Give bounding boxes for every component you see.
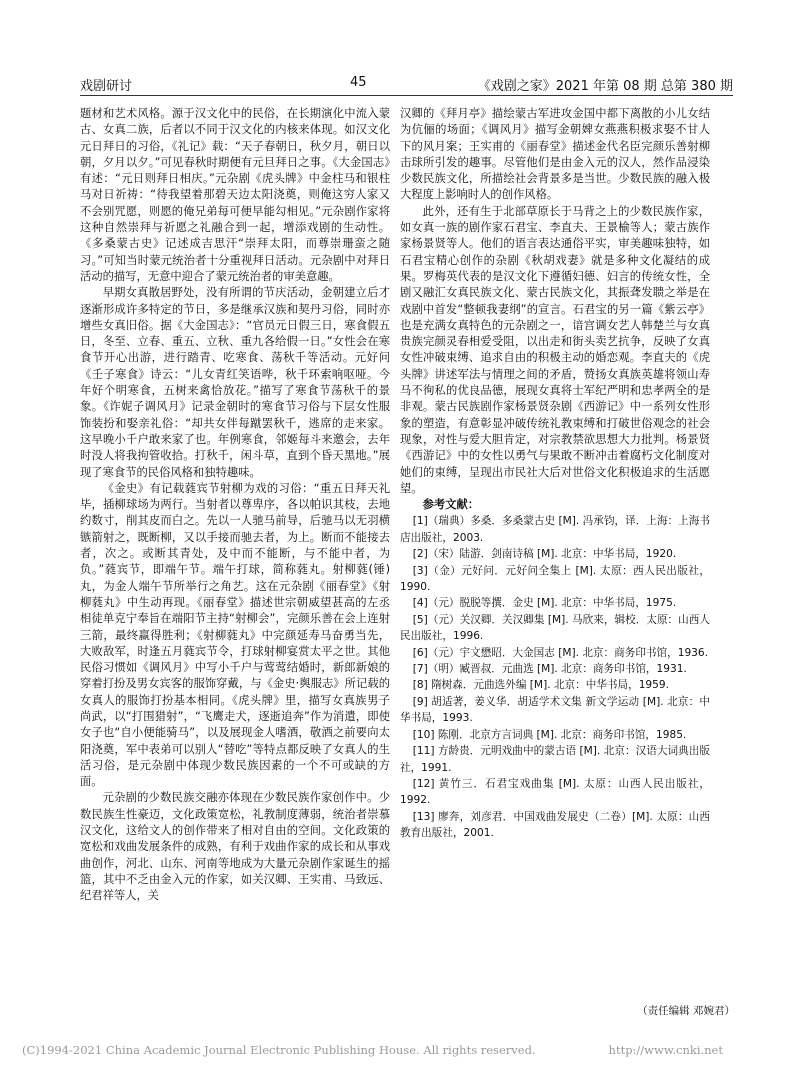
reference-item: [8] 隋树森．元曲选外编 [M]. 北京：中华书局，1959. <box>412 679 670 692</box>
reference-item: [6]（元）宇文懋昭．大金国志 [M]. 北京：商务印书馆，1936. <box>412 646 709 659</box>
reference-item: [5]（元）关汉卿．关汉卿集 [M]. 马欣来，辑校．太原：山西人民出版社，1996. <box>400 613 710 643</box>
responsible-editor: （责任编辑 邓婉君） <box>637 1005 735 1017</box>
header-rule <box>80 95 733 96</box>
reference-item: [9] 胡适著，姜义华．胡适学术文集 新文学运动 [M]. 北京：中华书局，1993. <box>400 695 710 725</box>
reference-item: [1]（瑞典）多桑．多桑蒙古史 [M]. 冯承钧，译．上海：上海书店出版社，2003. <box>400 515 710 544</box>
reference-item: [11] 方龄贵．元明戏曲中的蒙古语 [M]. 北京：汉语大词典出版社，1991. <box>400 745 710 774</box>
reference-item: [12] 黄竹三．石君宝戏曲集 [M]. 太原：山西人民出版社，1992. <box>400 777 710 807</box>
reference-item: [10] 陈刚．北京方言词典 [M]. 北京：商务印书馆，1985. <box>412 728 687 741</box>
page-footer <box>0 1043 793 1059</box>
reference-item: [7]（明）臧晋叔．元曲选 [M]. 北京：商务印书馆，1931. <box>412 663 687 676</box>
section-title: 戏剧研讨 <box>80 79 133 94</box>
page-number: 45 <box>350 75 367 90</box>
paragraph: 元杂剧的少数民族交融亦体现在少数民族作家创作中。少数民族生性豪迈，文化政策宽松，礼教制度薄弱，统治者崇慕汉文化，这给文人的创作带来了相对自由的空间。文化政策的宽松和戏曲发展条件的成熟，有利于戏曲作家的成长和从事戏曲创作，河北、山东、河南等地成为大量元杂剧作家诞生的摇篮，其中不乏由金入元的作家，如关汉卿、王实甫、马致远、纪君祥等人，关 <box>80 791 390 903</box>
right-column <box>400 106 710 986</box>
reference-item: [4]（元）脱脱等撰．金史 [M]. 北京：中华书局，1975. <box>412 597 677 610</box>
journal-info: 《戏剧之家》2021 年第 08 期 总第 380 期 <box>477 79 733 94</box>
paragraph: 此外，还有生于北部草原长于马背之上的少数民族作家，如女真一族的剧作家石君宝、李直夫、王景榆等人；蒙古族作家杨景贤等人。他们的语言表达通俗平实，审美趣味独特，如石君宝精心创作的杂剧《秋胡戏妻》就是多种文化凝结的成果。罗梅英代表的是汉文化下遵循妇德、妇言的传统女性，全剧又融汇女真民族文化、蒙古民族文化，其振聋发聩之举是在戏剧中首发“整顿我妻纲”的宣言。石君宝的另一篇《紫云亭》也是充满女真特色的元杂剧之一，谙宫调女艺人韩楚兰与女真贵族完颜灵春相爱受阻，以出走和街头卖艺抗争，反映了女真女性冲破束缚、追求自由的积极主动的婚恋观。李直夫的《虎头牌》讲述军法与情理之间的矛盾，赞扬女真族英雄将领山寿马不徇私的优良品德，展现女真将士军纪严明和忠孝两全的是非观。蒙古民族剧作家杨景贤杂剧《西游记》中一系列女性形象的塑造，有意彰显冲破传统礼教束缚和打破世俗观念的社会现象，对性与爱大胆肯定，对宗教禁欲思想大力批判。杨景贤《西游记》中的女性以勇气与果敢不断冲击着腐朽文化制度对她们的束缚，呈现出市民社大后对世俗文化积极追求的生活愿望。 <box>400 204 710 495</box>
reference-item: [13] 廖奔，刘彦君．中国戏曲发展史（二卷）[M]. 太原：山西教育出版社，2001. <box>400 810 710 840</box>
paragraph: 汉卿的《拜月亭》描绘蒙古军进攻金国中都下离散的小儿女结为伉俪的场面；《调风月》描写金朝婢女燕燕积极求娶不甘人下的风月案；王实甫的《丽春堂》描述金代名臣完颜乐善射柳击球所引发的趣事。尽管他们是由金入元的汉人，然作品浸染少数民族文化，所描绘社会背景多是当世。少数民族的融入极大程度上影响时人的创作风格。 <box>400 107 710 202</box>
paragraph: 题材和艺术风格。源于汉文化中的民俗，在长期演化中流入蒙古、女真二族，后者以不同于汉文化的内核来体现。如汉文化元日拜日的习俗，《礼记》载：“天子春朝日，秋夕月，朝日以朝，夕月以夕。”可见春秋时期便有元旦拜日之事。《大金国志》有述：“元日则拜日相庆。”元杂剧《虎头牌》中金柱马和银柱马对日祈祷：“待我望着那碧天边太阳浇奠，则俺这穷人家又不会别咒愿，则愿的俺兄弟每可便早能勾相见。”元杂剧作家将这种自然崇拜与祈愿之礼融合到一起，增添戏剧的生动性。《多桑蒙古史》记述成吉思汗“崇拜太阳，而尊崇珊蛮之随习。”可知当时蒙元统治者十分重视拜日活动。元杂剧中对拜日活动的描写，无意中迎合了蒙元统治者的审美意趣。 <box>80 107 390 283</box>
copyright-notice: (C)1994-2021 China Academic Journal Electronic Publishing House. All rights reserved. <box>22 1043 536 1057</box>
paragraph: 早期女真散居野处，没有所谓的节庆活动，金朝建立后才逐渐形成许多特定的节日，多是继承汉族和契丹习俗，同时亦增些女真旧俗。据《大金国志》：“官员元日假三日，寒食假五日，冬至、立春、重五、立秋、重九各给假一日。”女性会在寒食节开心出游，进行踏青、吃寒食、荡秋千等活动。元好问《壬子寒食》诗云：“儿女青红笑语哗，秋千环索响呕哑。今年好个明寒食，五树来禽恰放花。”描写了寒食节荡秋千的景象。《诈妮子调风月》记录金朝时的寒食节习俗与下层女性服饰装扮和娶亲礼俗：“却共女伴每蹴罢秋千，逃席的走来家。这早晚小千户敢来家了也。年例寒食，邻姬每斗来邀会，去年时没人将我拘管收拾。打秋千，闲斗草，直到个昏天黑地。”展现了寒食节的民俗风格和独特趣味。 <box>80 286 390 479</box>
paragraph: 《金史》有记载蕤宾节射柳为戏的习俗：“重五日拜天礼毕，插柳球场为两行。当射者以尊卑序，各以帕识其枝，去地约数寸，削其皮而白之。先以一人驰马前导，后驰马以无羽横镞箭射之，既断柳，又以手接而驰去者，为上。断而不能接去者，次之。或断其青处，及中而不能断，与不能中者，为负。”蕤宾节，即端午节。端午打球，简称蕤丸。射柳蕤(锤)丸，为金人端午节所举行之角艺。这在元杂剧《丽春堂》《射柳蕤丸》中生动再现。《丽春堂》描述世宗朝威望甚高的左丞相徒单克宁奉旨在端阳节主持“射柳会”，完颜乐善在会上连射三箭，最终赢得胜利；《射柳蕤丸》中完颜延寿马奋勇当先，大败敌军，时逢五月蕤宾节令，打球射柳宴赏太平之世。其他民俗习惯如《调风月》中写小千户与莺莺结婚时，新郎新娘的穿着打扮及男女宾客的服饰穿戴，与《金史·舆服志》所记载的女真人的服饰打扮基本相同。《虎头牌》里，描写女真族男子尚武，以“打围猎射”，“飞鹰走犬，逐逝追奔”作为消遣，即使女子也“自小便能骑马”，以及展现金人嗜酒，敬酒之前要向太阳浇奠，军中表弟可以别人“替吃”等特点都反映了女真人的生活习俗，是元杂剧中体现少数民族因素的一个不可或缺的方面。 <box>80 481 390 789</box>
references-title: 参考文献： <box>422 498 480 512</box>
page-header <box>80 75 733 95</box>
references-list <box>400 513 710 841</box>
reference-item: [2]（宋）陆游．剑南诗稿 [M]. 北京：中华书局，1920. <box>412 548 677 561</box>
source-url[interactable]: http://www.cnki.net <box>608 1043 723 1057</box>
left-column <box>80 106 390 1026</box>
reference-item: [3]（金）元好问．元好问全集上 [M]. 太原：西人民出版社，1990. <box>400 564 710 594</box>
